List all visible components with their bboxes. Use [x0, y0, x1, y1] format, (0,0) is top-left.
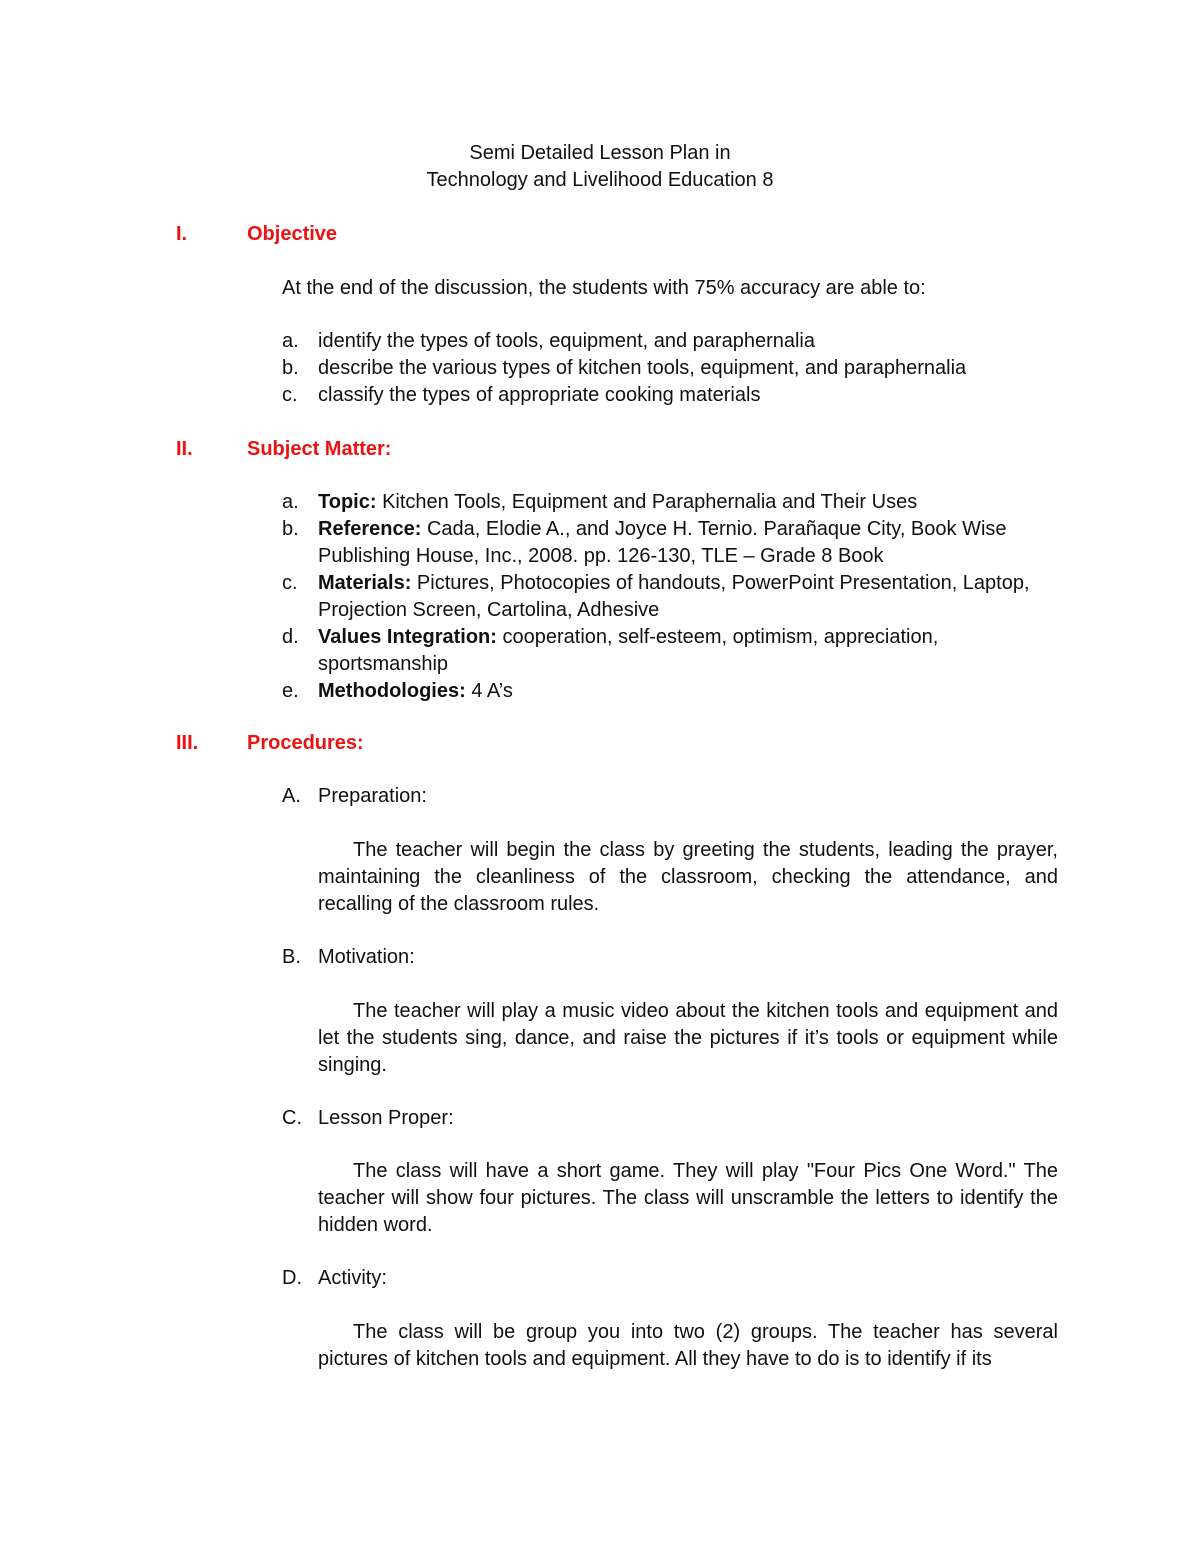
section-title: Subject Matter:	[247, 438, 392, 460]
list-marker: e.	[282, 680, 299, 702]
list-marker: b.	[282, 518, 299, 540]
step-label: Preparation:	[318, 785, 427, 807]
step-marker: B.	[282, 946, 301, 968]
step-label: Lesson Proper:	[318, 1107, 454, 1129]
list-item-label: Reference:	[318, 518, 422, 540]
section-numeral: II.	[176, 438, 193, 460]
section-title: Objective	[247, 223, 338, 245]
list-marker: d.	[282, 626, 299, 648]
step-label: Activity:	[318, 1267, 387, 1289]
objective-intro: At the end of the discussion, the students with 75% accuracy are able to:	[282, 277, 926, 299]
section-objective-heading	[176, 221, 337, 248]
section-numeral: I.	[176, 223, 188, 245]
list-marker: c.	[282, 384, 298, 406]
procedure-step-activity	[282, 1265, 387, 1292]
step-marker: D.	[282, 1267, 302, 1289]
list-item-text: identify the types of tools, equipment, and paraphernalia	[318, 330, 815, 352]
subject-matter-list	[282, 489, 1062, 705]
list-item-text: Pictures, Photocopies of handouts, PowerPoint Presentation, Laptop, Projection Screen, Cartolina, Adhesive	[318, 572, 1030, 621]
list-marker: c.	[282, 572, 298, 594]
list-item	[282, 570, 1062, 624]
list-item-text: Kitchen Tools, Equipment and Paraphernalia and Their Uses	[376, 491, 918, 513]
list-item-text: describe the various types of kitchen tools, equipment, and paraphernalia	[318, 357, 967, 379]
list-item	[282, 516, 1062, 570]
section-title: Procedures:	[247, 732, 364, 754]
objective-list	[282, 328, 1062, 409]
list-item-label: Materials:	[318, 572, 412, 594]
step-marker: C.	[282, 1107, 302, 1129]
list-item-text: classify the types of appropriate cooking materials	[318, 384, 761, 406]
procedure-step-lesson-proper	[282, 1105, 454, 1132]
list-item-label: Methodologies:	[318, 680, 466, 702]
section-procedures-heading	[176, 730, 364, 757]
list-item-text: 4 A’s	[465, 680, 513, 702]
step-marker: A.	[282, 785, 301, 807]
list-item-label: Values Integration:	[318, 626, 497, 648]
document-title	[0, 140, 1200, 194]
title-line-2: Technology and Livelihood Education 8	[426, 169, 774, 191]
section-subject-matter-heading	[176, 436, 391, 463]
step-paragraph: The teacher will play a music video about the kitchen tools and equipment and let the students sing, dance, and raise the pictures if it’s tools or equipment while singing.	[318, 1000, 1058, 1076]
procedure-step-motivation	[282, 944, 415, 971]
step-paragraph: The class will be group you into two (2) groups. The teacher has several pictures of kitchen tools and equipment. All they have to do is to identify if its	[318, 1321, 1058, 1370]
list-item-text: cooperation, self-esteem, optimism, appreciation, sportsmanship	[318, 626, 939, 675]
list-item-label: Topic:	[318, 491, 377, 513]
list-item-text: Cada, Elodie A., and Joyce H. Ternio. Parañaque City, Book Wise Publishing House, Inc., 2008. pp. 126-130, TLE – Grade 8 Book	[318, 518, 1007, 567]
section-numeral: III.	[176, 732, 199, 754]
procedure-step-preparation	[282, 783, 427, 810]
list-marker: b.	[282, 357, 299, 379]
list-item	[282, 678, 1062, 705]
step-paragraph: The teacher will begin the class by greeting the students, leading the prayer, maintaining the cleanliness of the classroom, checking the attendance, and recalling of the classroom rules.	[318, 839, 1058, 915]
title-line-1: Semi Detailed Lesson Plan in	[469, 142, 731, 164]
list-item	[282, 489, 1062, 516]
list-marker: a.	[282, 330, 299, 352]
step-label: Motivation:	[318, 946, 415, 968]
list-item	[282, 355, 1062, 382]
list-item	[282, 328, 1062, 355]
list-item	[282, 382, 1062, 409]
step-paragraph: The class will have a short game. They will play "Four Pics One Word." The teacher will show four pictures. The class will unscramble the letters to identify the hidden word.	[318, 1160, 1058, 1236]
list-marker: a.	[282, 491, 299, 513]
list-item	[282, 624, 1062, 678]
